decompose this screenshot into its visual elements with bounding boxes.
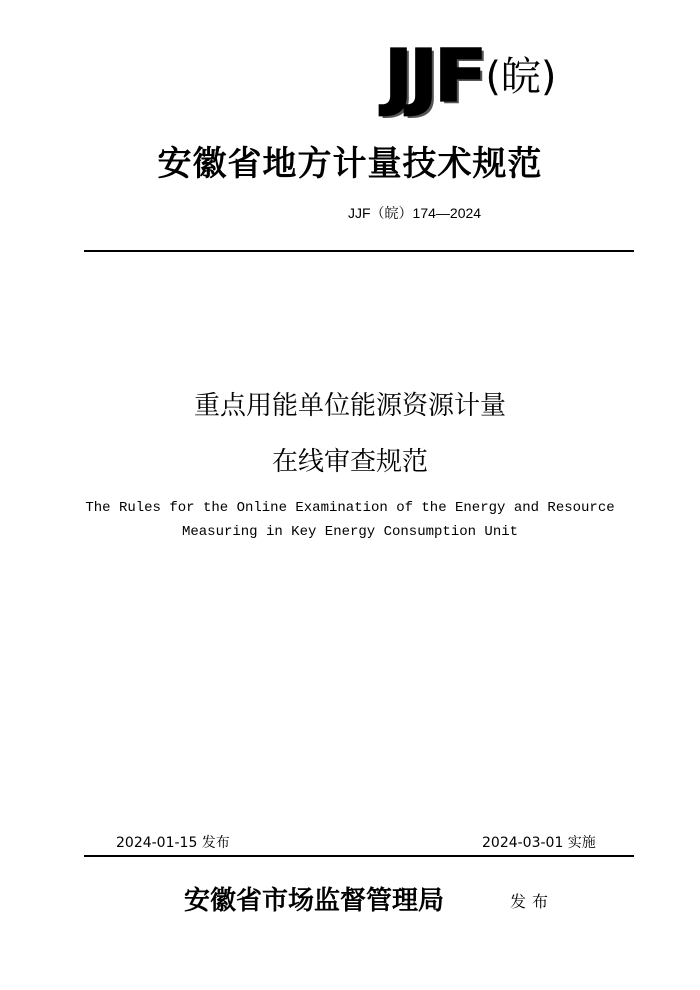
logo-suffix: (皖)	[485, 54, 557, 100]
title-en-line2: Measuring in Key Energy Consumption Unit	[181, 524, 519, 540]
title-zh-line1: 重点用能单位能源资源计量	[193, 391, 506, 421]
title-zh-line2: 在线审查规范	[271, 447, 428, 477]
standard-number: JJF（皖）174—2024	[348, 205, 482, 221]
title-en-line1: The Rules for the Online Examination of the Energy and Resource	[85, 500, 615, 516]
top-divider	[84, 250, 634, 252]
publish-word: 发布	[510, 892, 555, 911]
effective-date: 2024-03-01 实施	[482, 835, 596, 851]
issue-date: 2024-01-15 发布	[116, 835, 230, 851]
org-title: 安徽省地方计量技术规范	[157, 144, 543, 184]
publisher-name: 安徽省市场监督管理局	[184, 886, 445, 916]
jjf-logo	[384, 35, 557, 119]
logo-letters: JJF	[384, 35, 484, 119]
bottom-divider	[84, 855, 634, 857]
